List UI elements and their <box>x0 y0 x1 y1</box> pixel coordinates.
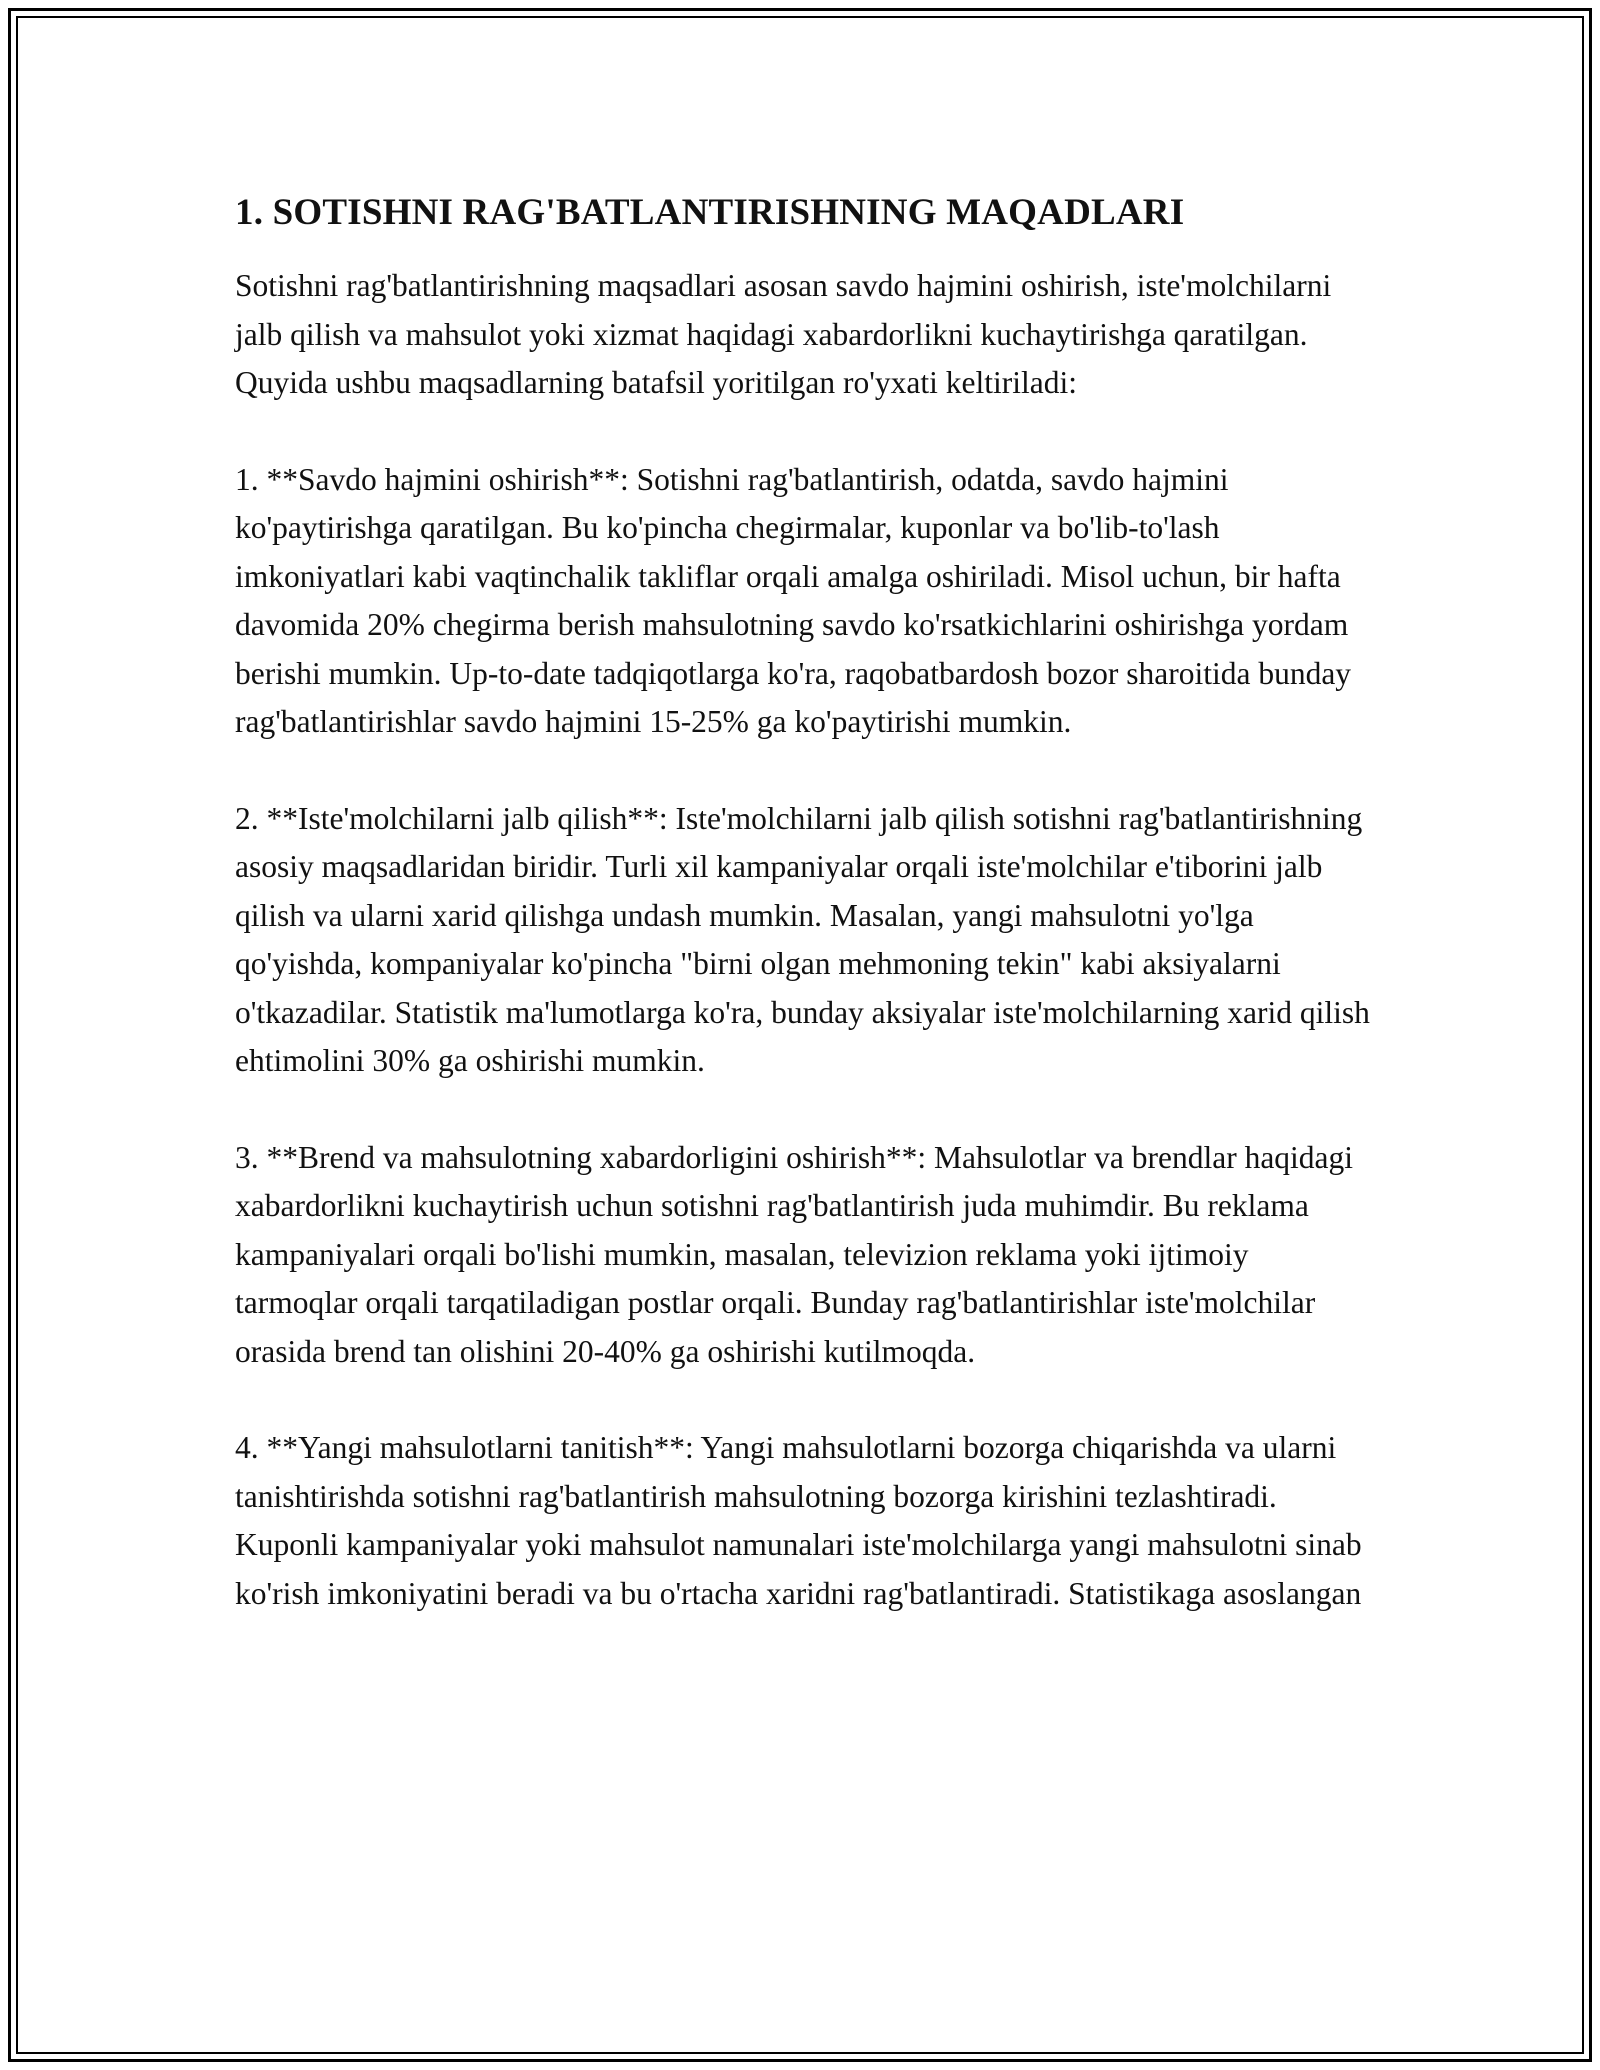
list-item-consumer-attraction: 2. **Iste'molchilarni jalb qilish**: Iste'molchilarni jalb qilish sotishni rag'batlantirishning asosiy maqsadlaridan biridir. Turli xil kampaniyalar orqali iste'molchilar e'tiborini jalb qilish va ularni xarid qilishga undash mumkin. Masalan, yangi mahsulotni yo'lga qo'yishda, kompaniyalar ko'pincha "birni olgan mehmoning tekin" kabi aksiyalarni o'tkazadilar. Statistik ma'lumotlarga ko'ra, bunday aksiyalar iste'molchilarning xarid qilish ehtimolini 30% ga oshirishi mumkin. <box>235 800 1370 1078</box>
document-body <box>235 186 1375 1618</box>
document-title: 1. SOTISHNI RAG'BATLANTIRISHNING MAQADLARI <box>235 192 1185 233</box>
intro-paragraph: Sotishni rag'batlantirishning maqsadlari asosan savdo hajmini oshirish, iste'molchilarni jalb qilish va mahsulot yoki xizmat haqidagi xabardorlikni kuchaytirishga qaratilgan. Quyida ushbu maqsadlarning batafsil yoritilgan ro'yxati keltiriladi: <box>235 268 1332 400</box>
list-item-new-products: 4. **Yangi mahsulotlarni tanitish**: Yangi mahsulotlarni bozorga chiqarishda va ularni tanishtirishda sotishni rag'batlantirish mahsulotning bozorga kirishini tezlashtiradi. Kuponli kampaniyalar yoki mahsulot namunalari iste'molchilarga yangi mahsulotni sinab ko'rish imkoniyatini beradi va bu o'rtacha xaridni rag'batlantiradi. Statistikaga asoslangan <box>235 1430 1362 1611</box>
list-item-brand-awareness: 3. **Brend va mahsulotning xabardorligini oshirish**: Mahsulotlar va brendlar haqidagi xabardorlikni kuchaytirish uchun sotishni rag'batlantirish juda muhimdir. Bu reklama kampaniyalari orqali bo'lishi mumkin, masalan, televizion reklama yoki ijtimoiy tarmoqlar orqali tarqatiladigan postlar orqali. Bunday rag'batlantirishlar iste'molchilar orasida brend tan olishini 20-40% ga oshirishi kutilmoqda. <box>235 1139 1354 1369</box>
list-item-sales-volume: 1. **Savdo hajmini oshirish**: Sotishni rag'batlantirish, odatda, savdo hajmini ko'paytirishga qaratilgan. Bu ko'pincha chegirmalar, kuponlar va bo'lib-to'lash imkoniyatlari kabi vaqtinchalik takliflar orqali amalga oshiriladi. Misol uchun, bir hafta davomida 20% chegirma berish mahsulotning savdo ko'rsatkichlarini oshirishga yordam berishi mumkin. Up-to-date tadqiqotlarga ko'ra, raqobatbardosh bozor sharoitida bunday rag'batlantirishlar savdo hajmini 15-25% ga ko'paytirishi mumkin. <box>235 461 1352 739</box>
